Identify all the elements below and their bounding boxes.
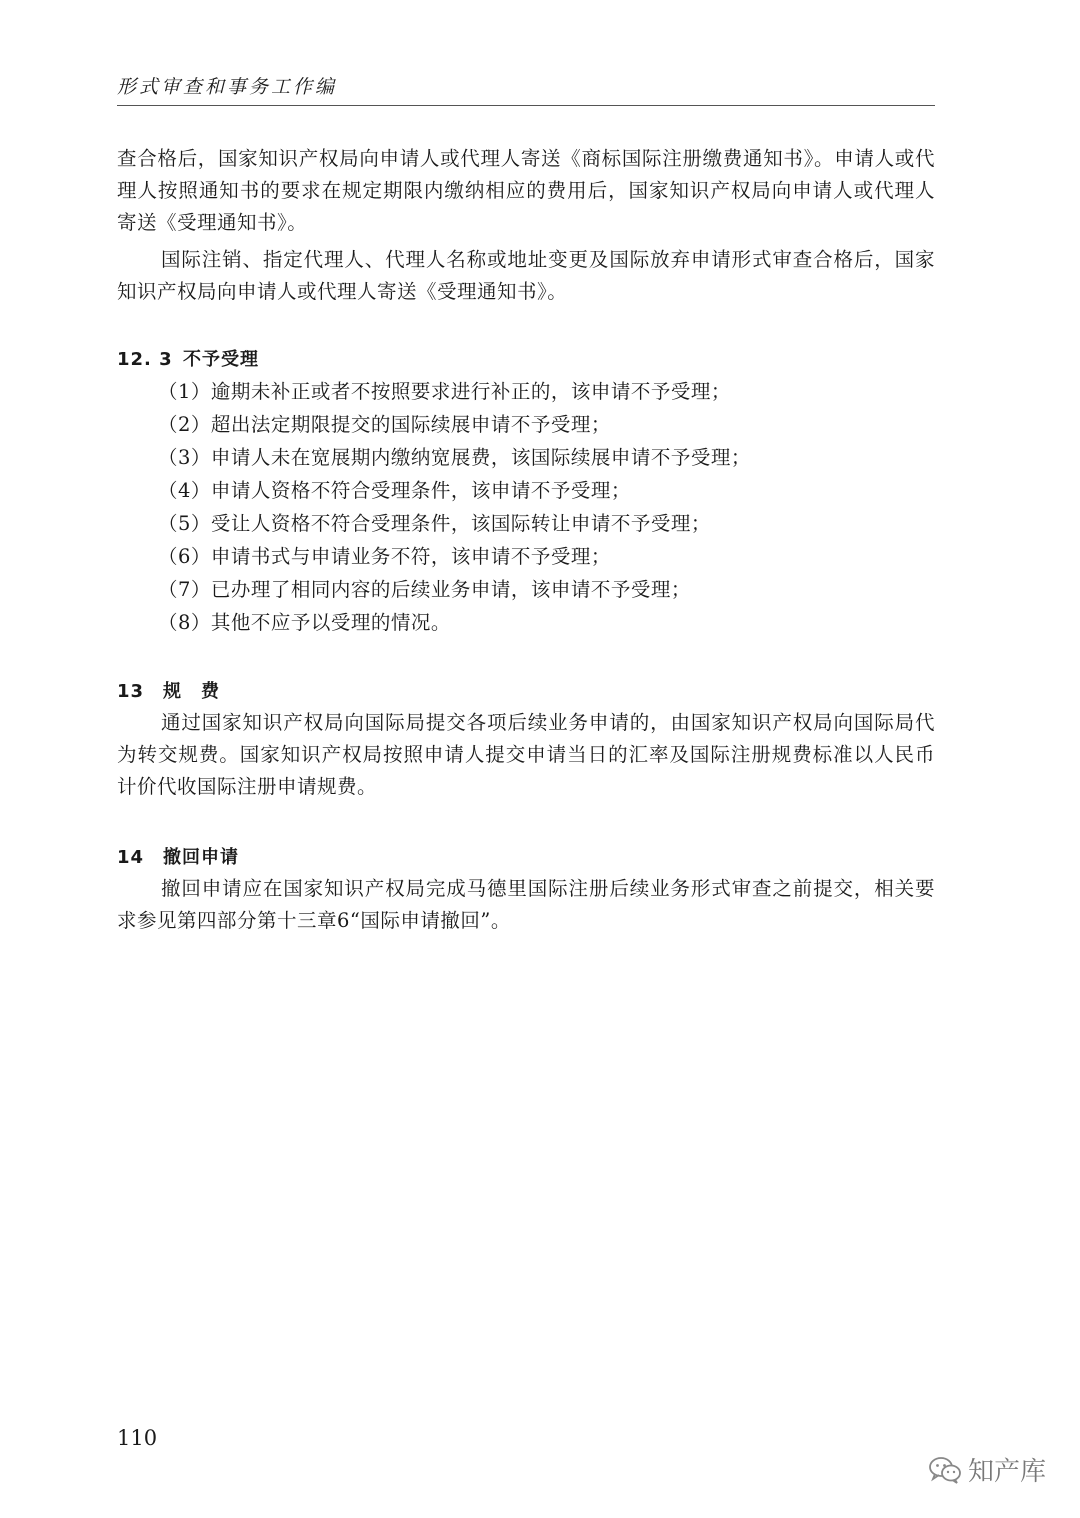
section-number: 14	[117, 847, 145, 868]
list-item: （1）逾期未补正或者不按照要求进行补正的，该申请不予受理；	[158, 380, 731, 403]
list-item: （4）申请人资格不符合受理条件，该申请不予受理；	[158, 479, 631, 502]
list-item: （8）其他不应予以受理的情况。	[158, 611, 451, 634]
watermark	[928, 1451, 1046, 1488]
rejection-list	[158, 375, 938, 639]
section-heading-14	[117, 843, 239, 869]
section-title: 撤回申请	[163, 847, 239, 868]
list-item: （2）超出法定期限提交的国际续展申请不予受理；	[158, 413, 611, 436]
list-item: （7）已办理了相同内容的后续业务申请，该申请不予受理；	[158, 578, 691, 601]
list-item: （3）申请人未在宽展期内缴纳宽展费，该国际续展申请不予受理；	[158, 446, 751, 469]
section-heading-12-3	[117, 345, 259, 371]
page-number: 110	[117, 1426, 158, 1450]
paragraph-cancellation: 国际注销、指定代理人、代理人名称或地址变更及国际放弃申请形式审查合格后，国家知识产权局向申请人或代理人寄送《受理通知书》。	[117, 248, 935, 303]
list-item: （6）申请书式与申请业务不符，该申请不予受理；	[158, 545, 611, 568]
paragraph-continued: 查合格后，国家知识产权局向申请人或代理人寄送《商标国际注册缴费通知书》。申请人或代理人按照通知书的要求在规定期限内缴纳相应的费用后，国家知识产权局向申请人或代理人寄送《受理通知书》。	[117, 147, 935, 234]
wechat-icon	[928, 1456, 962, 1484]
running-header: 形式审查和事务工作编	[117, 76, 338, 98]
paragraph-fees: 通过国家知识产权局向国际局提交各项后续业务申请的，由国家知识产权局向国际局代为转交规费。国家知识产权局按照申请人提交申请当日的汇率及国际注册规费标准以人民币计价代收国际注册申请规费。	[117, 711, 935, 798]
section-title: 不予受理	[183, 349, 259, 370]
section-number: 12. 3	[117, 349, 173, 370]
watermark-text: 知产库	[968, 1457, 1047, 1487]
section-number: 13	[117, 681, 145, 702]
header-divider	[117, 105, 935, 106]
section-heading-13	[117, 677, 220, 703]
section-title: 规 费	[163, 681, 220, 702]
paragraph-withdrawal: 撤回申请应在国家知识产权局完成马德里国际注册后续业务形式审查之前提交，相关要求参见第四部分第十三章6“国际申请撤回”。	[117, 877, 935, 932]
list-item: （5）受让人资格不符合受理条件，该国际转让申请不予受理；	[158, 512, 711, 535]
